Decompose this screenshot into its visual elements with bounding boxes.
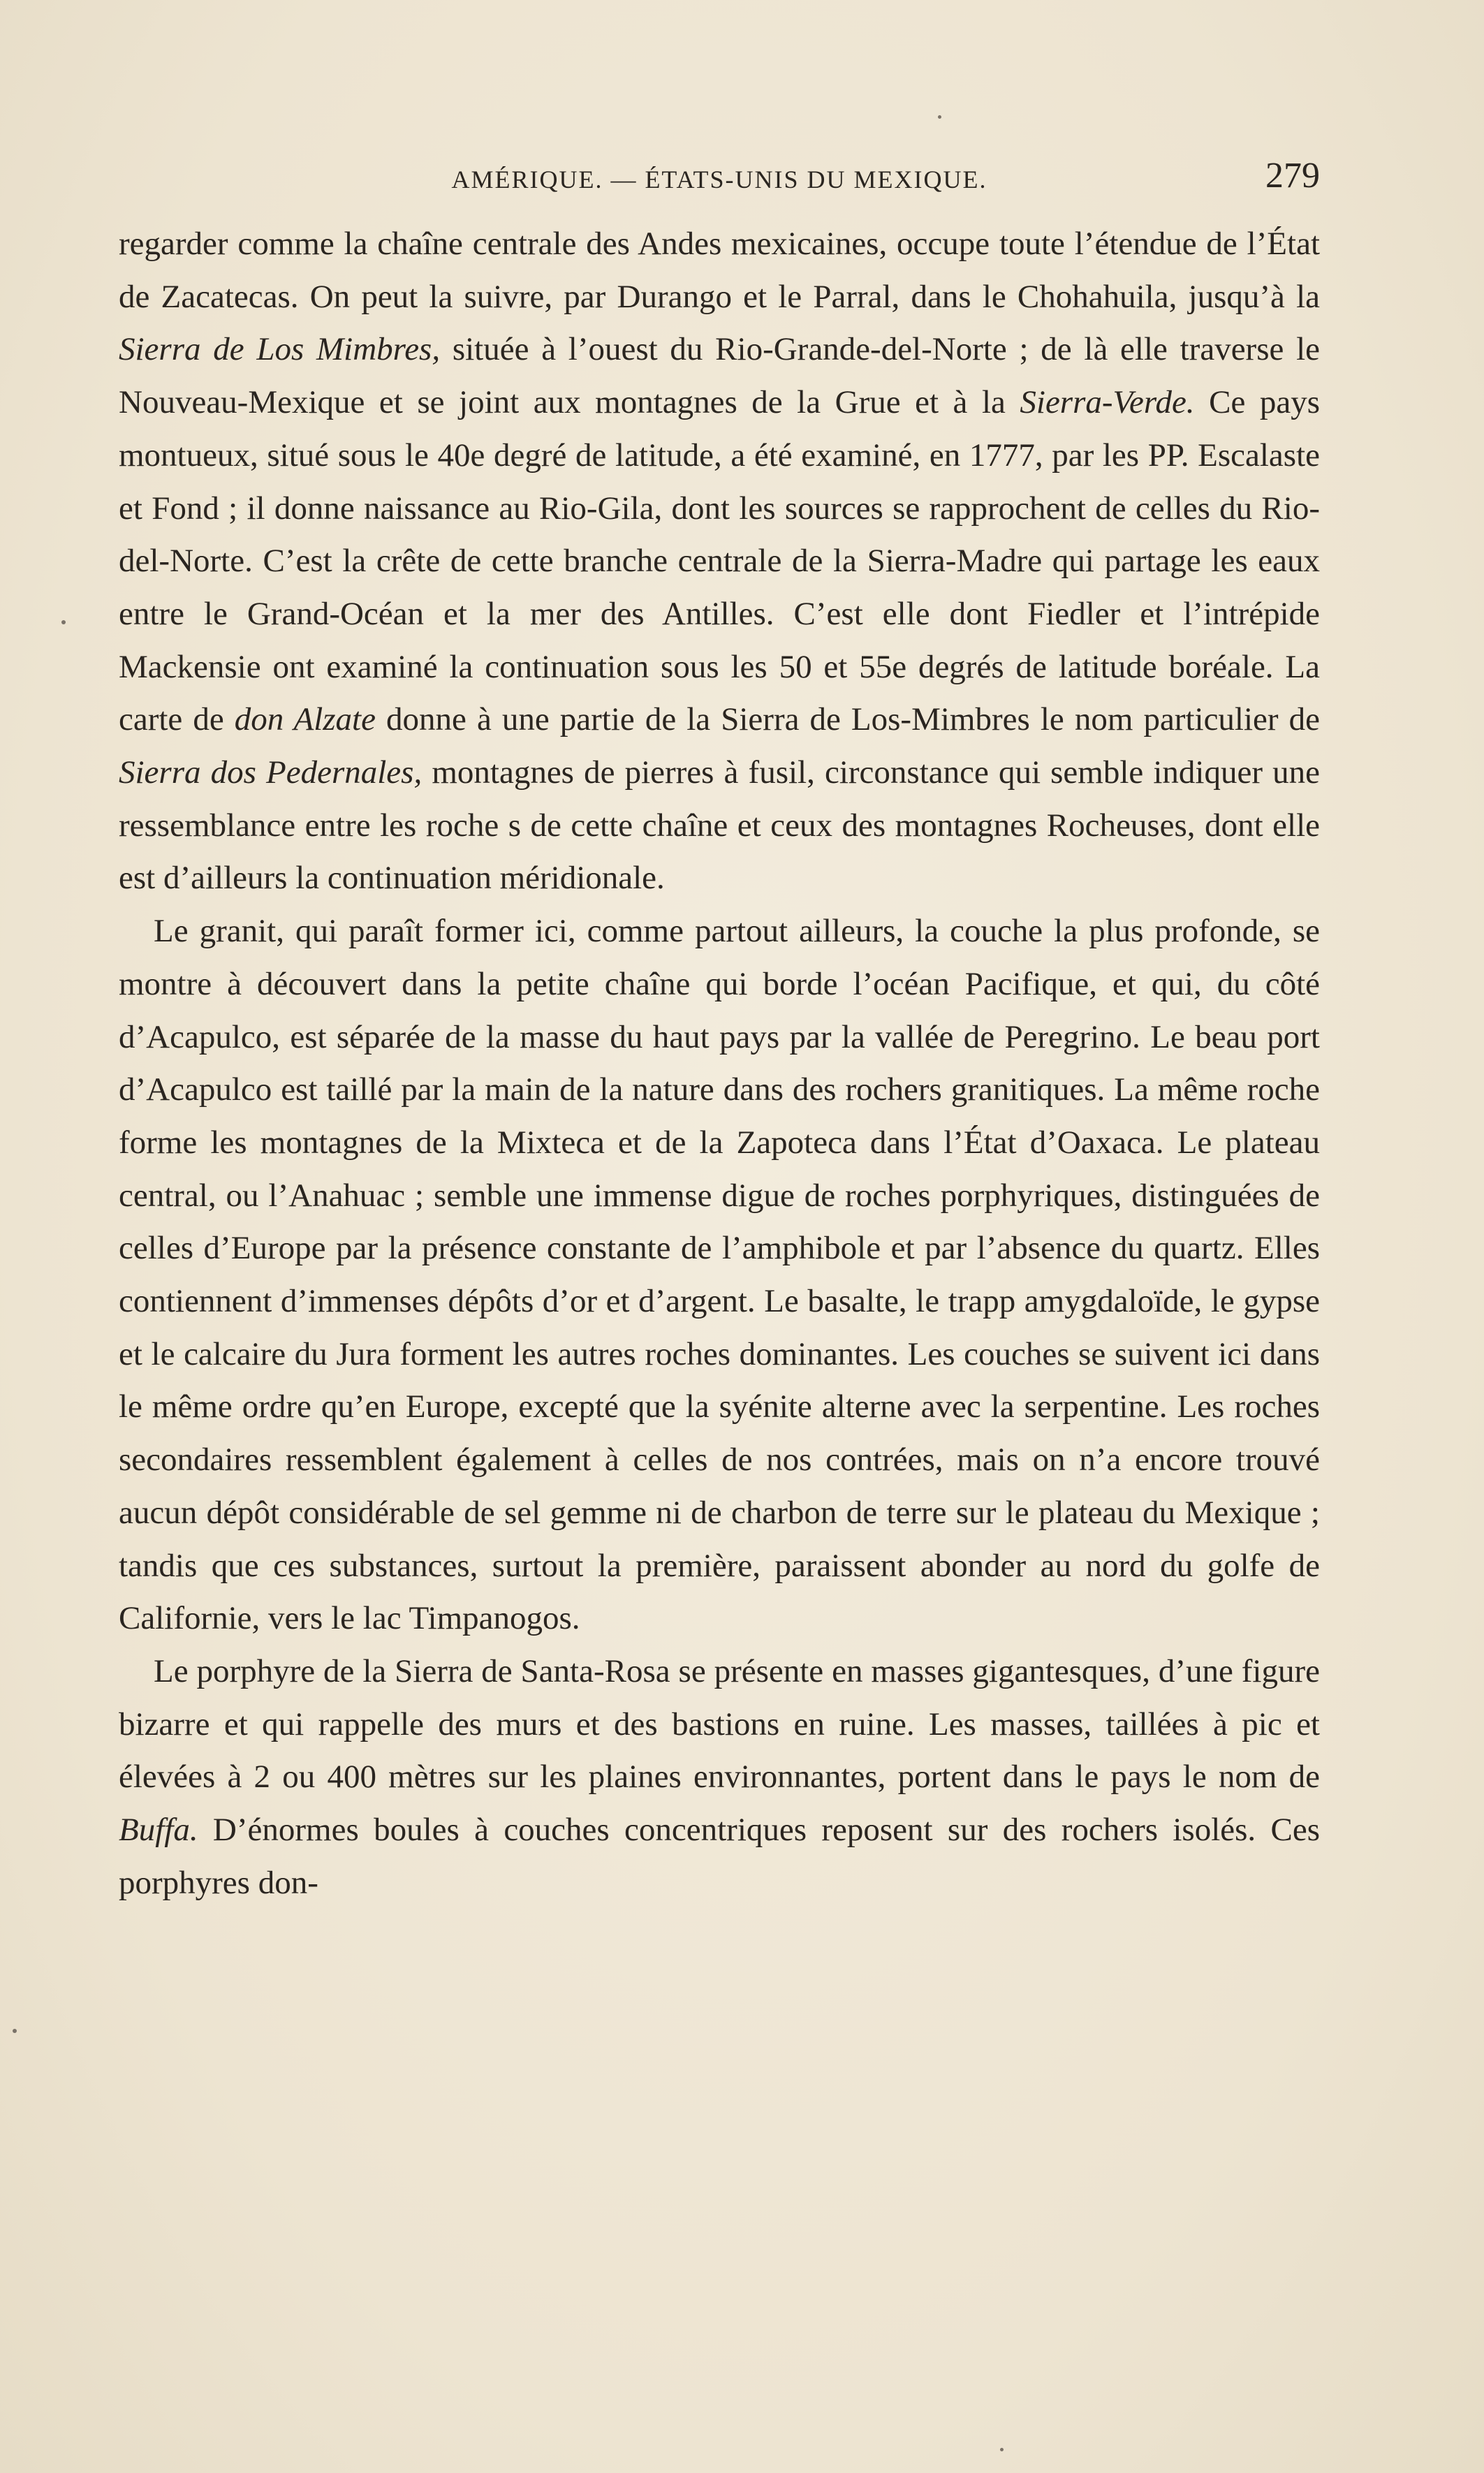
paper-speck	[938, 115, 941, 119]
paragraph	[119, 1645, 1320, 1910]
text-run: Le granit, qui paraît former ici, comme partout ailleurs, la couche la plus profonde, se montre à découvert dans la petite chaîne qui borde l’océan Pacifique, et qui, du côté d’Acapulco, est séparée de la masse du haut pays par la vallée de Peregrino. Le beau port d’Acapulco est taillé par la main de la nature dans des rochers granitiques. La même roche forme les montagnes de la Mixteca et de la Zapoteca dans l’État d’Oaxaca. Le plateau central, ou l’Anahuac ; semble une immense digue de roches porphyriques, distinguées de celles d’Europe par la présence constante de l’amphibole et par l’absence du quartz. Elles contiennent d’immenses dépôts d’or et d’argent. Le basalte, le trapp amygdaloïde, le gypse et le calcaire du Jura forment les autres roches dominantes. Les couches se suivent ici dans le même ordre qu’en Europe, excepté que la syénite alterne avec la serpentine. Les roches secondaires ressemblent également à celles de nos contrées, mais on n’a encore trouvé aucun dépôt considérable de sel gemme ni de charbon de terre sur le plateau du Mexique ; tandis que ces substances, surtout la première, paraissent abonder au nord du golfe de Californie, vers le lac Timpanogos.	[119, 913, 1320, 1637]
page-header	[119, 155, 1320, 204]
body-text	[119, 218, 1320, 1910]
text-run: située à l’ouest du Rio-Grande-del-Norte ; de là elle traverse le Nouveau-Mexique et se joint aux montagnes de la Grue et à la	[119, 331, 1321, 421]
paper-speck	[13, 2029, 17, 2033]
paper-speck	[61, 620, 66, 624]
italic-term: don Alzate	[234, 701, 376, 738]
italic-term: Sierra de Los Mimbres,	[119, 331, 441, 368]
paragraph	[119, 905, 1320, 1645]
text-run: Le porphyre de la Sierra de Santa-Rosa se présente en masses gigantesques, d’une figure bizarre et qui rappelle des murs et des bastions en ruine. Les masses, taillées à pic et élevées à 2 ou 400 mètres sur les plaines environnantes, portent dans le pays le nom de	[119, 1652, 1320, 1796]
page-number: 279	[1265, 156, 1320, 196]
text-run: D’énormes boules à couches concentriques reposent sur des rochers isolés. Ces porphyres don-	[119, 1812, 1320, 1901]
italic-term: Sierra-Verde.	[1020, 384, 1195, 421]
text-run: regarder comme la chaîne centrale des Andes mexicaines, occupe toute l’étendue de l’État de Zacatecas. On peut la suivre, par Durango et le Parral, dans le Chohahuila, jusqu’à la	[119, 226, 1320, 315]
running-title: AMÉRIQUE. — ÉTATS-UNIS DU MEXIQUE.	[451, 166, 987, 193]
italic-term: Buffa.	[119, 1812, 198, 1849]
text-run: montagnes de pierres à fusil, circonstance qui semble indiquer une ressemblance entre les roche s de cette chaîne et ceux des montagnes Rocheuses, dont elle est d’ailleurs la continuation méridionale.	[119, 754, 1320, 897]
text-run: Ce pays montueux, situé sous le 40e degré de latitude, a été examiné, en 1777, par les PP. Escalaste et Fond ; il donne naissance au Rio-Gila, dont les sources se rapprochent de celles du Rio-del-Norte. C’est la crête de cette branche centrale de la Sierra-Madre qui partage les eaux entre le Grand-Océan et la mer des Antilles. C’est elle dont Fiedler et l’intrépide Mackensie ont examiné la continuation sous les 50 et 55e degrés de latitude boréale. La carte de	[119, 384, 1320, 738]
italic-term: Sierra dos Pedernales,	[119, 754, 423, 791]
text-run: donne à une partie de la Sierra de Los-Mimbres le nom particulier de	[375, 701, 1320, 738]
paragraph	[119, 218, 1320, 905]
paper-speck	[1000, 2448, 1004, 2451]
